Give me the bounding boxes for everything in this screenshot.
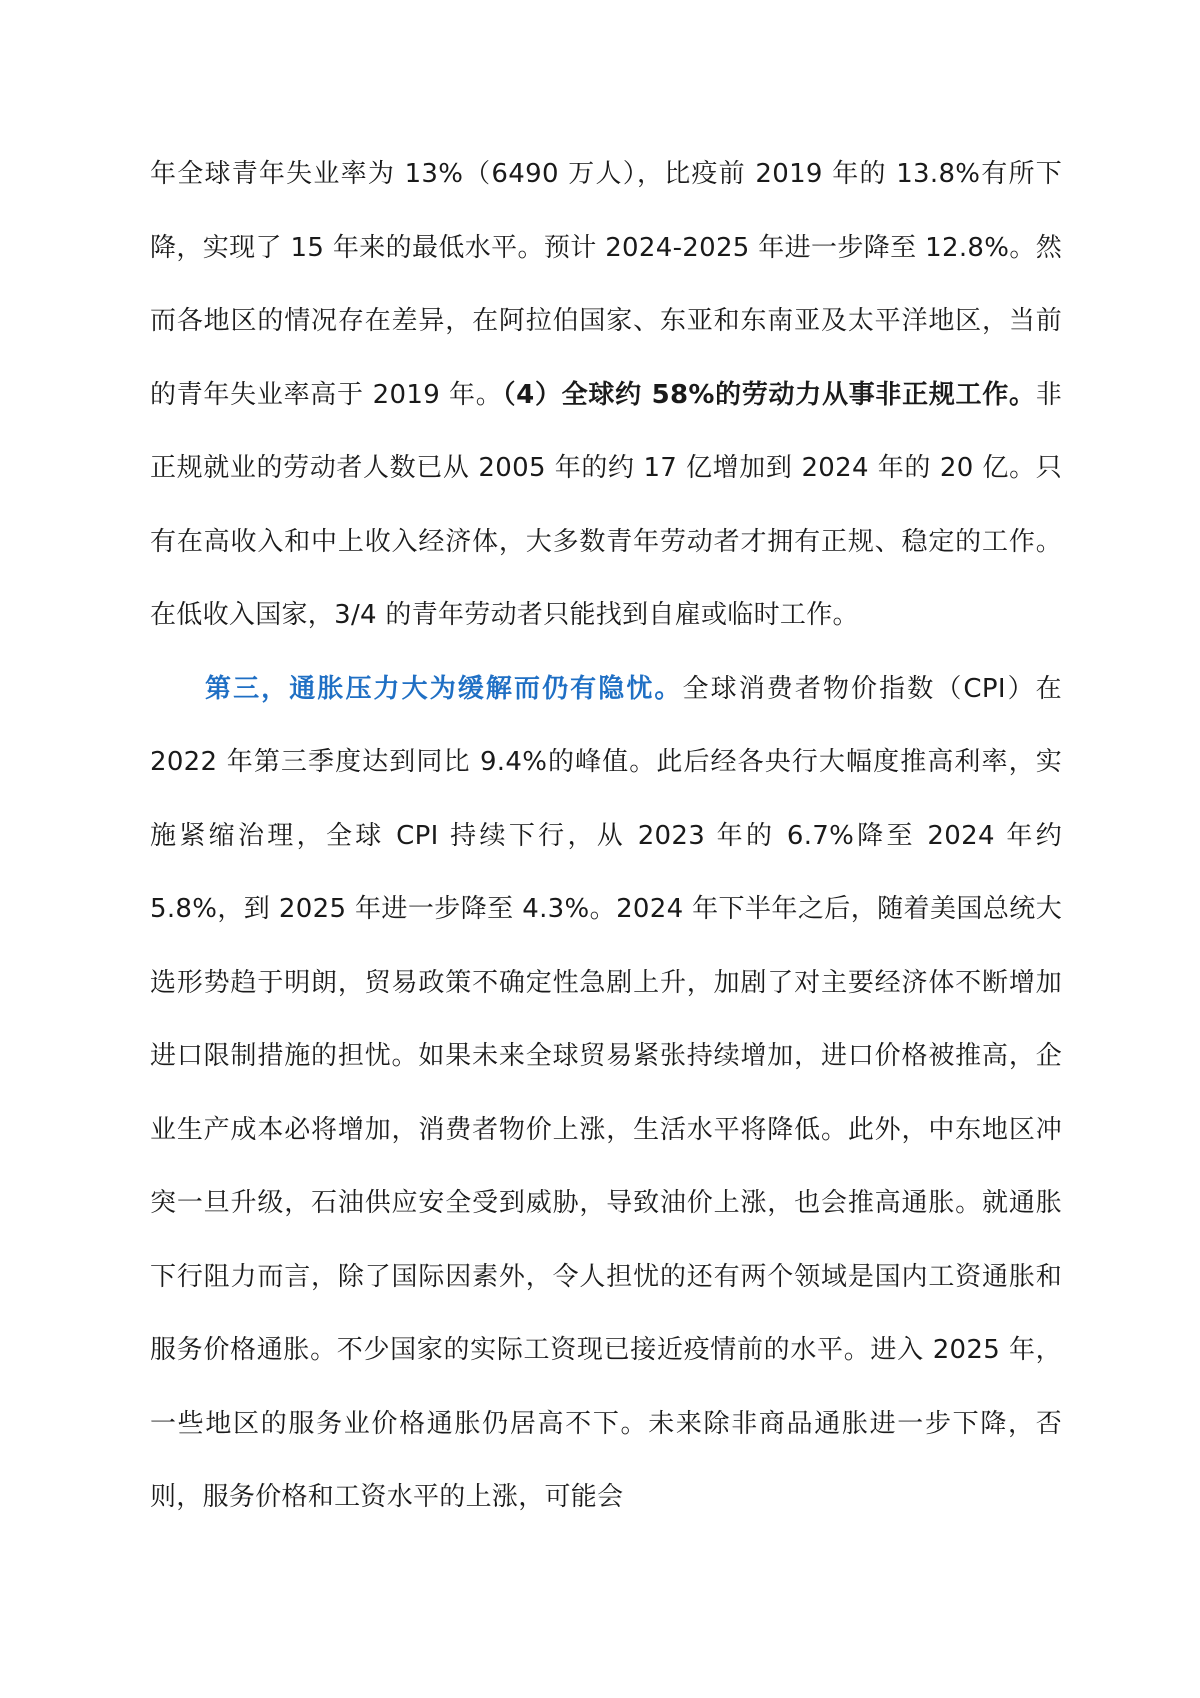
paragraph-inflation — [150, 653, 1062, 1535]
paragraph-youth-unemployment — [150, 138, 1062, 653]
section-heading: 第三，通胀压力大为缓解而仍有隐忧。 — [205, 673, 683, 704]
bold-section-heading: （4）全球约 58%的劳动力从事非正规工作。 — [502, 379, 1036, 410]
document-page — [150, 138, 1062, 1535]
paragraph-text: 非正规就业的劳动者人数已从 2005 年的约 17 亿增加到 2024 年的 20 亿。只有在高收入和中上收入经济体，大多数青年劳动者才拥有正规、稳定的工作。在低收入国家，3/4 的青年劳动者只能找到自雇或临时工作。 — [150, 379, 1062, 630]
paragraph-text: 全球消费者物价指数（CPI）在 2022 年第三季度达到同比 9.4%的峰值。此后经各央行大幅度推高利率，实施紧缩治理，全球 CPI 持续下行，从 2023 年的 6.7%降至 2024 年约 5.8%，到 2025 年进一步降至 4.3%。2024 年下半年之后，随着美国总统大选形势趋于明朗，贸易政策不确定性急剧上升，加剧了对主要经济体不断增加进口限制措施的担忧。如果未来全球贸易紧张持续增加，进口价格被推高，企业生产成本必将增加，消费者物价上涨，生活水平将降低。此外，中东地区冲突一旦升级，石油供应安全受到威胁，导致油价上涨，也会推高通胀。就通胀下行阻力而言，除了国际因素外，令人担忧的还有两个领域是国内工资通胀和服务价格通胀。不少国家的实际工资现已接近疫情前的水平。进入 2025 年，一些地区的服务业价格通胀仍居高不下。未来除非商品通胀进一步下降，否则，服务价格和工资水平的上涨，可能会 — [150, 673, 1062, 1512]
paragraph-text: 年全球青年失业率为 13%（6490 万人），比疫前 2019 年的 13.8%有所下降，实现了 15 年来的最低水平。预计 2024-2025 年进一步降至 12.8%。然而各地区的情况存在差异，在阿拉伯国家、东亚和东南亚及太平洋地区，当前的青年失业率高于 2019 年。 — [150, 159, 1062, 410]
